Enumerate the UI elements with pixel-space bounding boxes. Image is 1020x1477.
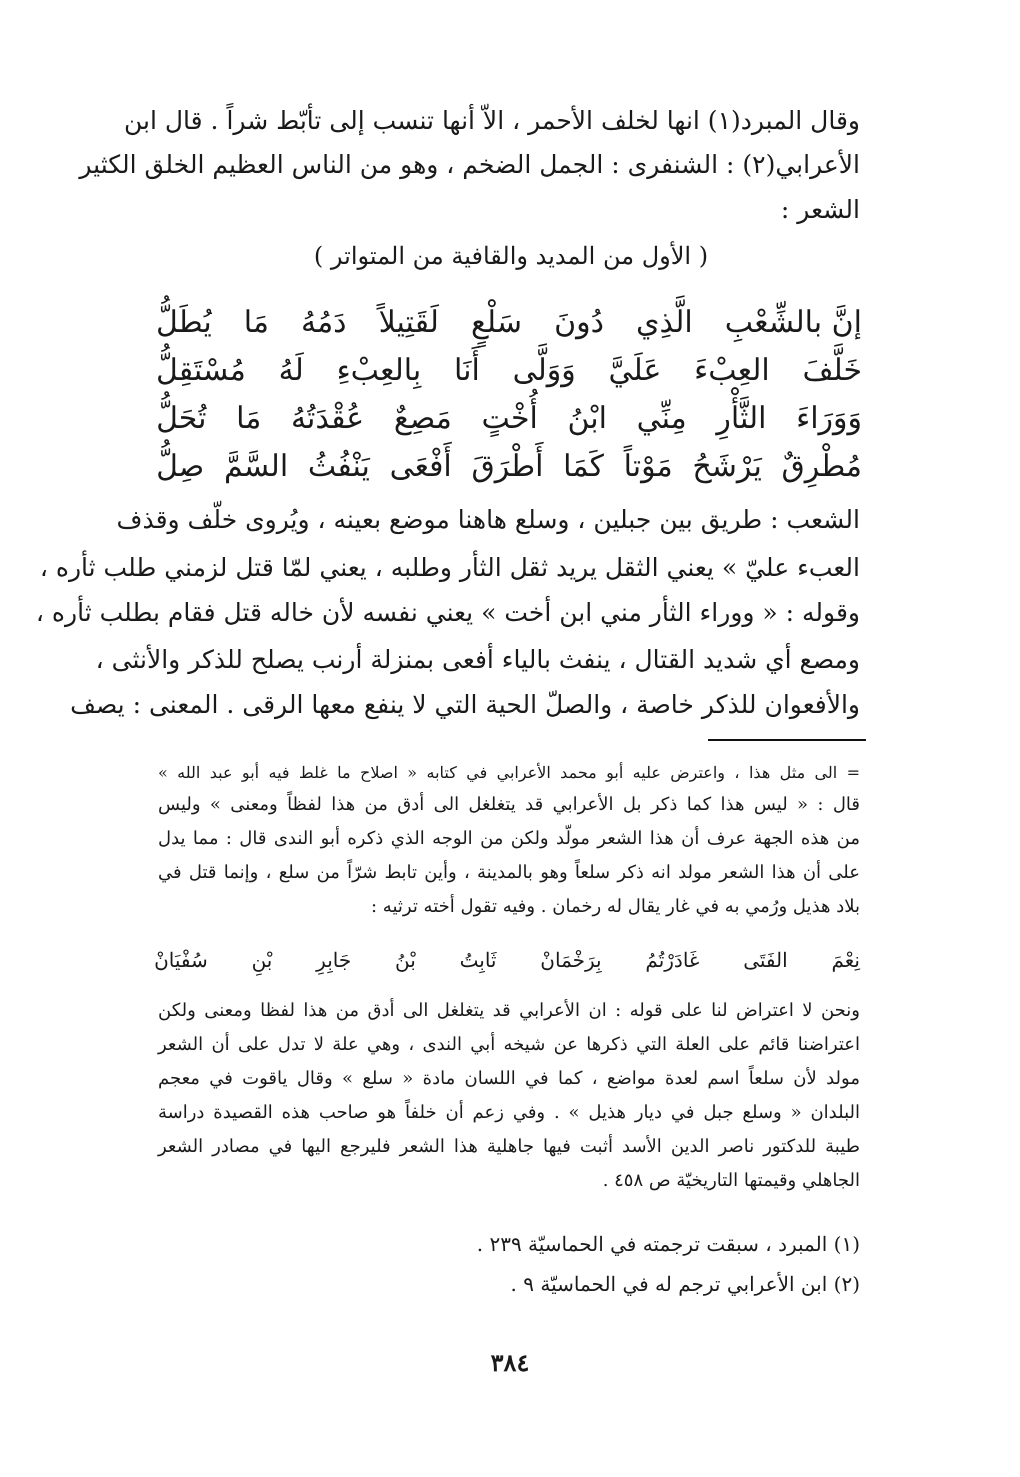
verse-line xyxy=(156,346,862,394)
commentary-line: وقوله : « ووراء الثأر مني ابن أخت » يعني نفسه لأن خاله قتل فقام بطلب ثأره ، xyxy=(35,598,860,627)
verse-word: أُخْتٍ xyxy=(481,400,538,436)
footnote-1: (١) المبرد ، سبقت ترجمته في الحماسيّة ٢٣٩ . xyxy=(476,1232,860,1256)
footnote-separator xyxy=(708,739,866,741)
note-line: قال : « ليس هذا كما ذكر بل الأعرابي قد يتغلغل الى أدق من هذا لفظاً ومعنى » وليس xyxy=(158,794,860,815)
intro-line: الشعر : xyxy=(780,195,860,224)
verse-word: خَلَّفَ xyxy=(802,352,862,388)
verse-word: يُطَلُّ xyxy=(156,304,212,340)
meter-heading: ( الأول من المديد والقافية من المتواتر ) xyxy=(313,242,709,270)
verse-word: عَلَيَّ xyxy=(608,352,662,388)
verse-word: كَمَا xyxy=(563,448,604,484)
verse-word: مَوْتاً xyxy=(623,448,673,484)
verse-word: مُسْتَقِلُّ xyxy=(156,352,246,388)
commentary-line: الشعب : طريق بين جبلين ، وسلع هاهنا موضع بعينه ، ويُروى خلّف وقذف xyxy=(116,505,860,534)
note-line: على أن هذا الشعر مولد انه ذكر سلعاً وهو بالمدينة ، وأين تابط شرّاً من سلع ، وإنما قتل في xyxy=(158,862,860,883)
verse-word: أَفْعَى xyxy=(389,448,452,484)
verse-word: الثَّأْرِ xyxy=(716,400,767,436)
verse-line xyxy=(156,442,862,490)
note-line: من هذه الجهة عرف أن هذا الشعر مولّد ولكن من الوجه الذي ذكره أبو الندى قال : مما يدل xyxy=(158,828,860,849)
commentary-line: ومصع أي شديد القتال ، ينفث بالياء أفعى بمنزلة أرنب يصلح للذكر والأنثى ، xyxy=(95,645,860,674)
note-line: بلاد هذيل ورُمي به في غار يقال له رخمان . وفيه تقول أخته ترثيه : xyxy=(371,896,860,917)
verse-word: وَوَلَّى xyxy=(512,352,576,388)
verse-word: دَمُهُ xyxy=(301,304,347,340)
verse-word: نِعْمَ xyxy=(831,948,860,972)
note-line: ونحن لا اعتراض لنا على قوله : ان الأعرابي قد يتغلغل الى أدق من هذا لفظا ومعنى ولكن xyxy=(158,1000,860,1021)
commentary-line: العبء عليّ » يعني الثقل يريد ثقل الثأر وطلبه ، يعني لمّا قتل لزمني طلب ثأره ، xyxy=(39,553,860,582)
verse-word: غَادَرْتُمُ xyxy=(645,948,700,972)
verse-word: ثَابِتُ xyxy=(459,948,497,972)
intro-line: الأعرابي(٢) : الشنفرى : الجمل الضخم ، وهو من الناس العظيم الخلق الكثير xyxy=(79,150,860,179)
verse-word: تُحَلُّ xyxy=(156,400,207,436)
verse-word: سُفْيَانْ xyxy=(154,948,208,972)
verse-word: مُطْرِقٌ xyxy=(781,448,862,484)
verse-word: العِبْءَ xyxy=(694,352,770,388)
verse-word: صِلُّ xyxy=(156,448,205,484)
verse-word: مَصِعٌ xyxy=(393,400,452,436)
verse-word: يَنْفُثُ xyxy=(307,448,370,484)
verse-word: لَهُ xyxy=(278,352,304,388)
intro-line: وقال المبرد(١) انها لخلف الأحمر ، الاّ أنها تنسب إلى تأبّط شراً . قال ابن xyxy=(124,106,860,135)
note-line: البلدان « وسلع جبل في ديار هذيل » . وفي زعم أن خلفاً هو صاحب هذه القصيدة دراسة xyxy=(158,1102,860,1123)
verse-word: وَوَرَاءَ xyxy=(796,400,862,436)
note-line: طيبة للدكتور ناصر الدين الأسد أثبت فيها جاهلية هذا الشعر فليرجع اليها في مصادر الشعر xyxy=(158,1136,860,1157)
note-verse-line xyxy=(154,948,860,972)
note-line: الجاهلي وقيمتها التاريخيّة ص ٤٥٨ . xyxy=(602,1170,860,1191)
verse-word: إنَّ بالشِّعْبِ xyxy=(724,304,862,340)
verse-word: الَّذِي xyxy=(636,304,693,340)
verse-word: مَا xyxy=(243,304,269,340)
note-line: = الى مثل هذا ، واعترض عليه أبو محمد الأعرابي في كتابه « اصلاح ما غلط فيه أبو عبد الله » xyxy=(158,763,860,782)
verse-word: يَرْشَحُ xyxy=(692,448,762,484)
verse-word: بْنِ xyxy=(251,948,273,972)
page-number: ٣٨٤ xyxy=(490,1348,530,1377)
footnote-2: (٢) ابن الأعرابي ترجم له في الحماسيّة ٩ . xyxy=(510,1272,860,1296)
verse-line xyxy=(156,394,862,442)
verse-word: لَقَتِيلاً xyxy=(378,304,439,340)
note-line: مولد لأن سلعاً اسم لعدة مواضع ، كما في اللسان مادة « سلع » وقال ياقوت في معجم xyxy=(158,1068,860,1089)
verse-word: بْنُ xyxy=(395,948,416,972)
verse-word: الفَتَى xyxy=(743,948,788,972)
verse-word: بِالعِبْءِ xyxy=(336,352,422,388)
commentary-line: والأفعوان للذكر خاصة ، والصلّ الحية التي لا ينفع معها الرقى . المعنى : يصف xyxy=(70,690,860,719)
note-line: اعتراضنا قائم على العلة التي ذكرها عن شيخه أبي الندى ، وهي علة لا تدل على أن الشعر xyxy=(158,1034,860,1055)
verse-word: عُقْدَتُهُ xyxy=(290,400,365,436)
verse-word: سَلْعٍ xyxy=(470,304,523,340)
verse-word: جَابِرِ xyxy=(316,948,352,972)
verse-word: مِنِّي xyxy=(636,400,687,436)
verse-word: بِرَخْمَانْ xyxy=(540,948,602,972)
verse-word: أَطْرَقَ xyxy=(471,448,544,484)
verse-word: دُونَ xyxy=(554,304,604,340)
verse-line xyxy=(156,298,862,346)
verse-word: السَّمَّ xyxy=(223,448,289,484)
verse-word: ابْنُ xyxy=(567,400,607,436)
verse-word: أَنَا xyxy=(454,352,480,388)
verse-word: مَا xyxy=(236,400,262,436)
